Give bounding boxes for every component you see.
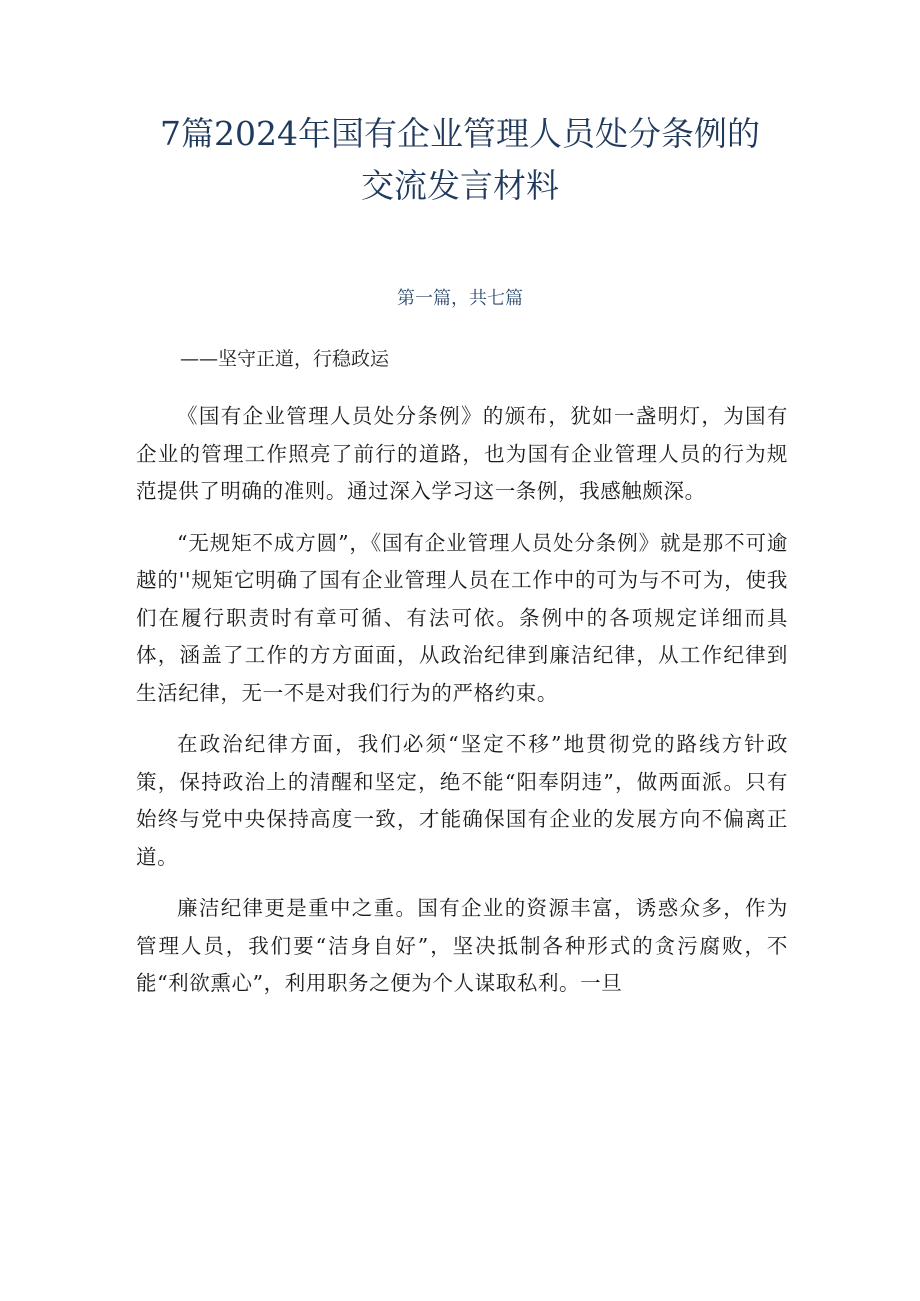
document-body — [136, 398, 788, 1017]
paragraph: 《国有企业管理人员处分条例》的颁布，犹如一盏明灯，为国有企业的管理工作照亮了前行的道路，也为国有企业管理人员的行为规范提供了明确的准则。通过深入学习这一条例，我感触颇深。 — [136, 404, 788, 503]
paragraph: “无规矩不成方圆”，《国有企业管理人员处分条例》就是那不可逾越的''规矩它明确了国有企业管理人员在工作中的可为与不可为，使我们在履行职责时有章可循、有法可依。条例中的各项规定详细而具体，涵盖了工作的方方面面，从政治纪律到廉洁纪律，从工作纪律到生活纪律，无一不是对我们行为的严格约束。 — [136, 530, 788, 705]
document-title — [100, 108, 820, 212]
paragraph: 在政治纪律方面，我们必须“坚定不移”地贯彻党的路线方针政策，保持政治上的清醒和坚定，绝不能“阳奉阴违”，做两面派。只有始终与党中央保持高度一致，才能确保国有企业的发展方向不偏离正道。 — [136, 732, 788, 869]
paragraph: 廉洁纪律更是重中之重。国有企业的资源丰富，诱惑众多，作为管理人员，我们要“洁身自好”，坚决抵制各种形式的贪污腐败，不能“利欲熏心”，利用职务之便为个人谋取私利。一旦 — [136, 896, 788, 995]
title-line-1: 7篇2024年国有企业管理人员处分条例的 — [160, 114, 760, 153]
section-subtitle: 第一篇，共七篇 — [397, 288, 523, 309]
title-line-2: 交流发言材料 — [361, 166, 559, 205]
section-tagline: ——坚守正道，行稳政运 — [180, 348, 390, 370]
